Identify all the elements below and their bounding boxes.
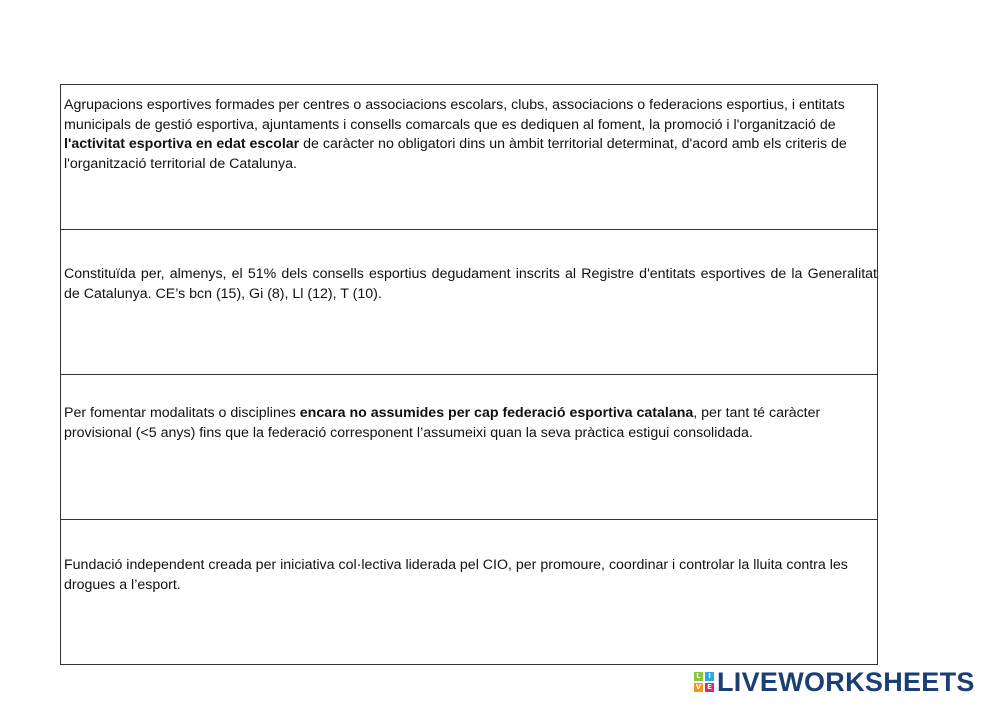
table-row <box>61 230 877 375</box>
row-text <box>64 556 877 595</box>
row-text <box>64 404 877 443</box>
text-segment: Agrupacions esportives formades per centres o associacions escolars, clubs, associacions o federacions esportius, i entitats municipals de gestió esportiva, ajuntaments i consells comarcals que es dediquen al foment, la promoció i l'organització de <box>64 97 845 133</box>
row-text <box>64 96 877 174</box>
row-text <box>64 265 877 304</box>
liveworksheets-logo <box>694 668 975 696</box>
logo-block: E <box>705 683 714 692</box>
logo-blocks-icon <box>694 672 714 692</box>
table-row <box>61 375 877 520</box>
logo-text: LIVEWORKSHEETS <box>717 667 975 697</box>
logo-block: L <box>694 672 703 681</box>
table-row <box>61 85 877 230</box>
text-segment: , per tant té caràcter provisional (<5 anys) fins que la federació corresponent l’assumeixi quan la seva pràctica estigui consolidada. <box>64 405 821 441</box>
text-segment: Constituïda per, almenys, el 51% dels consells esportius degudament inscrits al Registre d'entitats esportives de la Generalitat de Catalunya. CE’s bcn (15), Gi (8), Ll (12), T (10). <box>64 266 877 302</box>
worksheet-table <box>60 84 878 665</box>
text-segment: Fundació independent creada per iniciativa col·lectiva liderada pel CIO, per promoure, coordinar i controlar la lluita contra les drogues a l’esport. <box>64 557 848 593</box>
text-segment: Per fomentar modalitats o disciplines <box>64 405 300 421</box>
bold-segment: encara no assumides per cap federació esportiva catalana <box>299 405 694 421</box>
bold-segment: l'activitat esportiva en edat escolar <box>64 136 300 152</box>
table-row <box>61 520 877 664</box>
logo-block: V <box>695 683 702 691</box>
text-segment: de caràcter no obligatori dins un àmbit territorial determinat, d'acord amb els criteris de l'organització territorial de Catalunya. <box>64 136 847 172</box>
logo-block: I <box>705 672 714 681</box>
